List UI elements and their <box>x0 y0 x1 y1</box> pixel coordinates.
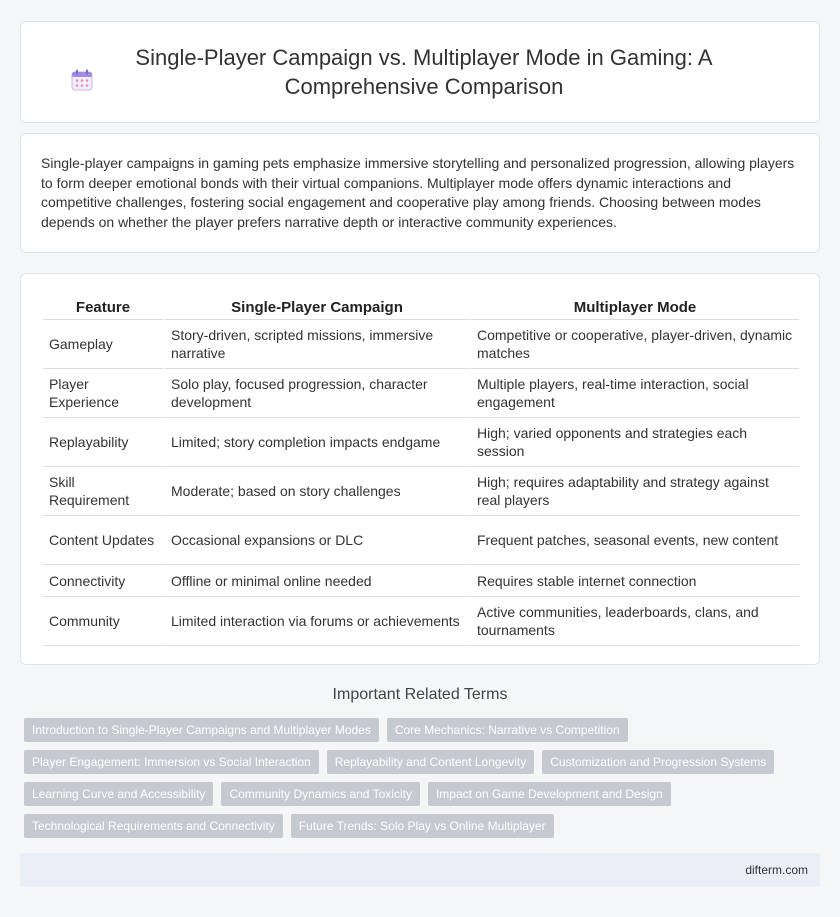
related-terms-tags <box>24 718 784 838</box>
footer <box>20 853 820 887</box>
cell-multi: High; requires adaptability and strategy against real players <box>469 467 799 516</box>
calendar-icon <box>70 68 94 92</box>
table-row <box>43 516 799 565</box>
cell-feature: Community <box>43 597 163 646</box>
comparison-table-card <box>20 273 820 665</box>
cell-multi: Multiple players, real-time interaction, social engagement <box>469 369 799 418</box>
related-term-tag[interactable]: Player Engagement: Immersion vs Social Interaction <box>24 750 319 774</box>
cell-single: Limited interaction via forums or achievements <box>163 597 469 646</box>
title-wrap <box>70 43 770 101</box>
title-card <box>20 21 820 123</box>
table-header-row <box>43 294 799 320</box>
related-term-tag[interactable]: Replayability and Content Longevity <box>327 750 534 774</box>
related-term-tag[interactable]: Impact on Game Development and Design <box>428 782 671 806</box>
cell-feature: Content Updates <box>43 516 163 565</box>
cell-multi: Competitive or cooperative, player-driven, dynamic matches <box>469 320 799 369</box>
cell-feature: Player Experience <box>43 369 163 418</box>
related-terms-heading: Important Related Terms <box>332 686 508 703</box>
related-term-tag[interactable]: Customization and Progression Systems <box>542 750 774 774</box>
table-row <box>43 597 799 646</box>
cell-feature: Gameplay <box>43 320 163 369</box>
cell-single: Moderate; based on story challenges <box>163 467 469 516</box>
table-row <box>43 369 799 418</box>
table-row <box>43 418 799 467</box>
cell-feature: Connectivity <box>43 565 163 597</box>
cell-multi: Active communities, leaderboards, clans, and tournaments <box>469 597 799 646</box>
header-multiplayer: Multiplayer Mode <box>469 294 799 320</box>
cell-single: Story-driven, scripted missions, immersive narrative <box>163 320 469 369</box>
header-feature: Feature <box>43 294 163 320</box>
cell-single: Offline or minimal online needed <box>163 565 469 597</box>
header-single-player: Single-Player Campaign <box>163 294 469 320</box>
intro-card <box>20 133 820 253</box>
page-title: Single-Player Campaign vs. Multiplayer Mode in Gaming: A Comprehensive Comparison <box>135 45 713 99</box>
footer-site-link[interactable]: difterm.com <box>745 863 808 877</box>
cell-multi: Frequent patches, seasonal events, new content <box>469 516 799 565</box>
table-row <box>43 467 799 516</box>
cell-single: Solo play, focused progression, character development <box>163 369 469 418</box>
cell-single: Occasional expansions or DLC <box>163 516 469 565</box>
intro-paragraph: Single-player campaigns in gaming pets emphasize immersive storytelling and personalized progression, allowing players to form deeper emotional bonds with their virtual companions. Multiplayer mode offers dynamic interactions and competitive challenges, fostering social engagement and cooperative play among friends. Choosing between modes depends on whether the player prefers narrative depth or interactive community experiences. <box>41 155 795 230</box>
related-term-tag[interactable]: Community Dynamics and Toxicity <box>221 782 420 806</box>
related-term-tag[interactable]: Learning Curve and Accessibility <box>24 782 213 806</box>
related-term-tag[interactable]: Future Trends: Solo Play vs Online Multiplayer <box>291 814 554 838</box>
related-term-tag[interactable]: Technological Requirements and Connectivity <box>24 814 283 838</box>
table-row <box>43 565 799 597</box>
cell-multi: Requires stable internet connection <box>469 565 799 597</box>
table-row <box>43 320 799 369</box>
cell-single: Limited; story completion impacts endgame <box>163 418 469 467</box>
cell-feature: Replayability <box>43 418 163 467</box>
related-term-tag[interactable]: Introduction to Single-Player Campaigns and Multiplayer Modes <box>24 718 379 742</box>
cell-feature: Skill Requirement <box>43 467 163 516</box>
comparison-table <box>43 294 799 646</box>
related-term-tag[interactable]: Core Mechanics: Narrative vs Competition <box>387 718 628 742</box>
cell-multi: High; varied opponents and strategies each session <box>469 418 799 467</box>
